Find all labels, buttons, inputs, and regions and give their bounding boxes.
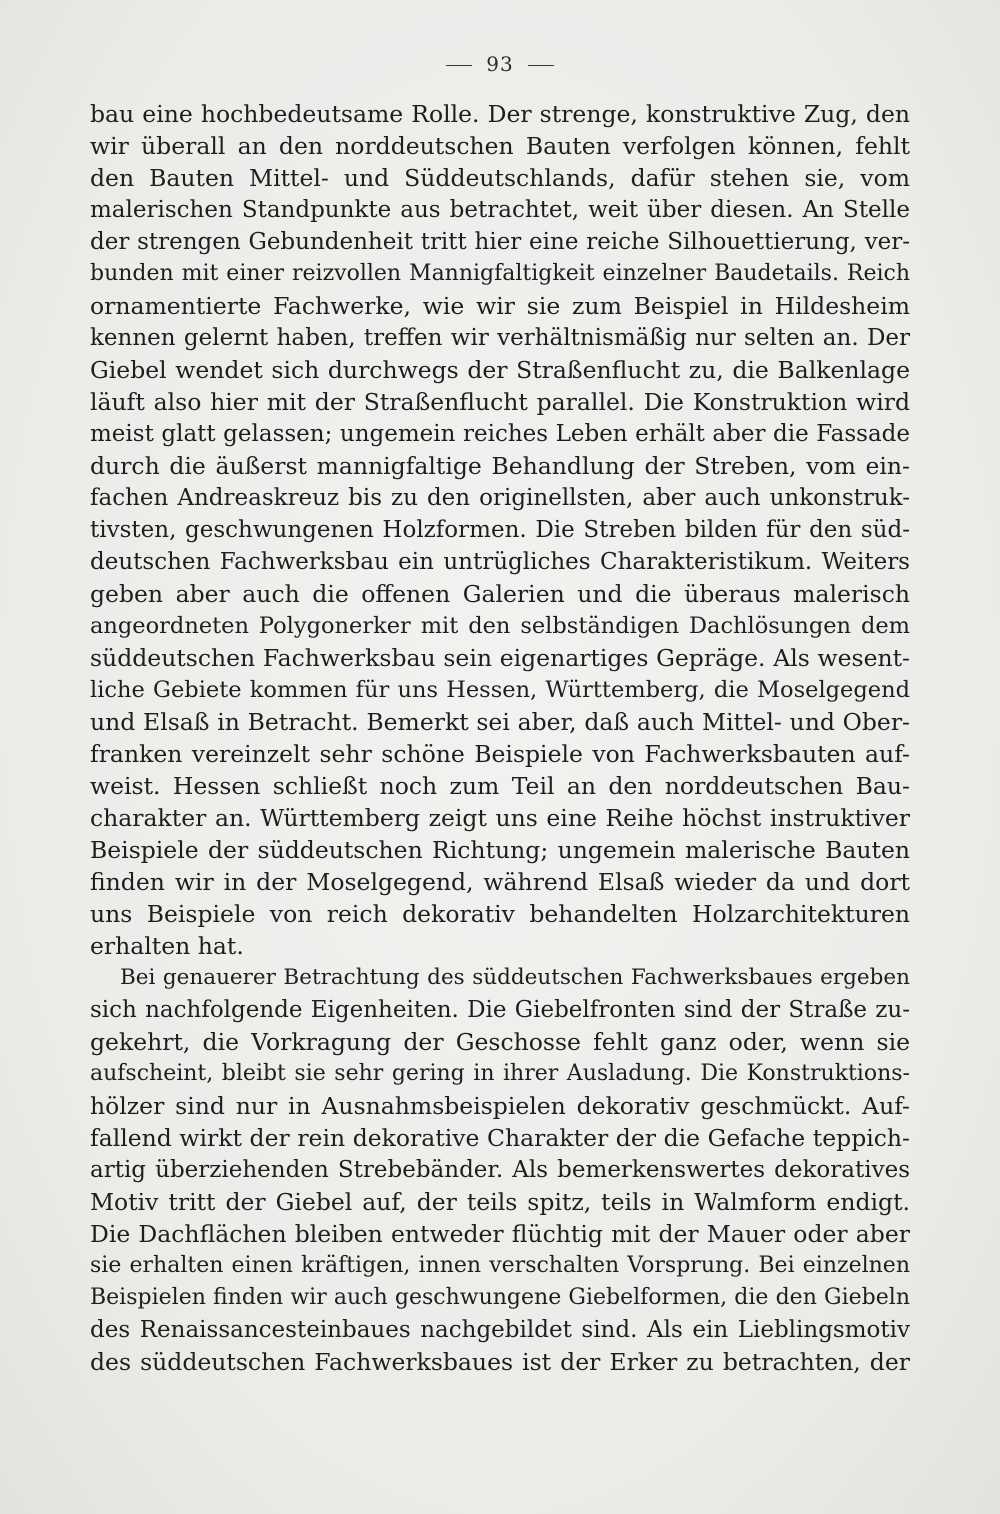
- text-line: Beispielen finden wir auch geschwungene Giebelformen, die den Giebeln: [90, 1285, 910, 1310]
- text-line: fachen Andreaskreuz bis zu den originellsten, aber auch unkonstruk-: [90, 485, 910, 511]
- text-line: artig überziehenden Strebebänder. Als bemerkenswertes dekoratives: [90, 1157, 910, 1183]
- page-header: [0, 52, 1000, 76]
- text-line: erhalten hat.: [90, 932, 244, 960]
- text-line: Giebel wendet sich durchwegs der Straßenflucht zu, die Balkenlage: [90, 356, 910, 384]
- paragraph-2: [90, 962, 910, 1378]
- text-line: wir überall an den norddeutschen Bauten verfolgen können, fehlt: [90, 132, 910, 160]
- text-line: Bei genauerer Betrachtung des süddeutschen Fachwerksbaues ergeben: [120, 965, 910, 990]
- text-line: weist. Hessen schließt noch zum Teil an den norddeutschen Bau-: [90, 772, 910, 800]
- paragraph-1: [90, 98, 910, 962]
- text-line: deutschen Fachwerksbau ein untrügliches Charakteristikum. Weiters: [90, 549, 910, 575]
- text-line: liche Gebiete kommen für uns Hessen, Württemberg, die Moselgegend: [90, 677, 910, 703]
- text-line: finden wir in der Moselgegend, während Elsaß wieder da und dort: [90, 868, 910, 896]
- page-number: 93: [486, 52, 514, 76]
- text-line: und Elsaß in Betracht. Bemerkt sei aber, daß auch Mittel- und Ober-: [90, 708, 910, 736]
- text-line: gekehrt, die Vorkragung der Geschosse fehlt ganz oder, wenn sie: [90, 1028, 910, 1056]
- text-line: tivsten, geschwungenen Holzformen. Die Streben bilden für den süd-: [90, 517, 910, 543]
- text-line: angeordneten Polygonerker mit den selbständigen Dachlösungen dem: [90, 613, 910, 639]
- text-line: süddeutschen Fachwerksbau sein eigenartiges Gepräge. Als wesent-: [90, 644, 910, 672]
- text-line: läuft also hier mit der Straßenflucht parallel. Die Konstruktion wird: [90, 388, 910, 416]
- text-line: durch die äußerst mannigfaltige Behandlung der Streben, vom ein-: [90, 452, 910, 480]
- text-line: uns Beispiele von reich dekorativ behandelten Holzarchitekturen: [90, 900, 910, 928]
- text-line: aufscheint, bleibt sie sehr gering in ihrer Ausladung. Die Konstruktions-: [90, 1061, 910, 1086]
- text-line: hölzer sind nur in Ausnahmsbeispielen dekorativ geschmückt. Auf-: [90, 1092, 910, 1120]
- text-line: Motiv tritt der Giebel auf, der teils spitz, teils in Walmform endigt.: [90, 1188, 910, 1216]
- text-line: fallend wirkt der rein dekorative Charakter der die Gefache teppich-: [90, 1124, 910, 1152]
- text-line: charakter an. Württemberg zeigt uns eine Reihe höchst instruktiver: [90, 804, 910, 832]
- header-dash-right: [528, 65, 554, 66]
- text-line: Die Dachflächen bleiben entweder flüchtig mit der Mauer oder aber: [90, 1220, 910, 1248]
- text-line: geben aber auch die offenen Galerien und die überaus malerisch: [90, 580, 910, 608]
- text-line: den Bauten Mittel- und Süddeutschlands, dafür stehen sie, vom: [90, 164, 910, 192]
- text-line: meist glatt gelassen; ungemein reiches Leben erhält aber die Fassade: [90, 421, 910, 447]
- text-line: franken vereinzelt sehr schöne Beispiele von Fachwerksbauten auf-: [90, 740, 910, 768]
- text-line: sich nachfolgende Eigenheiten. Die Giebelfronten sind der Straße zu-: [90, 997, 910, 1023]
- text-line: ornamentierte Fachwerke, wie wir sie zum Beispiel in Hildesheim: [90, 292, 910, 320]
- text-line: bau eine hochbedeutsame Rolle. Der strenge, konstruktive Zug, den: [90, 100, 910, 128]
- text-line: malerischen Standpunkte aus betrachtet, weit über diesen. An Stelle: [90, 197, 910, 223]
- body-text: [90, 98, 910, 1378]
- text-line: des süddeutschen Fachwerksbaues ist der Erker zu betrachten, der: [90, 1348, 910, 1376]
- text-line: des Renaissancesteinbaues nachgebildet sind. Als ein Lieblingsmotiv: [90, 1317, 910, 1343]
- text-line: sie erhalten einen kräftigen, innen verschalten Vorsprung. Bei einzelnen: [90, 1253, 910, 1278]
- text-line: kennen gelernt haben, treffen wir verhältnismäßig nur selten an. Der: [90, 325, 910, 351]
- text-line: der strengen Gebundenheit tritt hier eine reiche Silhouettierung, ver-: [90, 229, 910, 255]
- text-line: Beispiele der süddeutschen Richtung; ungemein malerische Bauten: [90, 836, 910, 864]
- header-dash-left: [446, 65, 472, 66]
- text-line: bunden mit einer reizvollen Mannigfaltigkeit einzelner Baudetails. Reich: [90, 261, 910, 286]
